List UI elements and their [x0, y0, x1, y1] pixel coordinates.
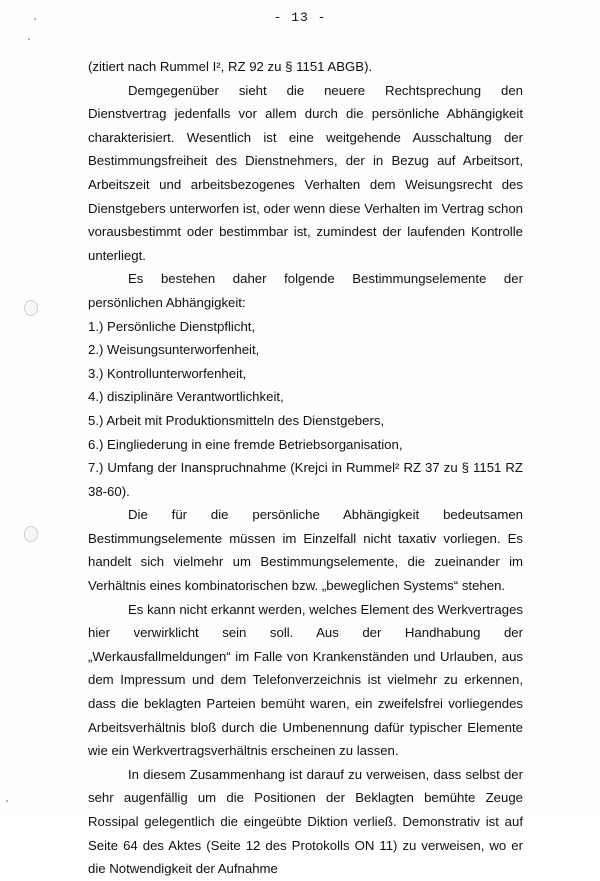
list-item: 7.) Umfang der Inanspruchnahme (Krejci in Rummel² RZ 37 zu § 1151 RZ 38-60). — [88, 460, 523, 499]
list-item: 1.) Persönliche Dienstpflicht, — [88, 318, 256, 334]
list-item: 2.) Weisungsunterworfenheit, — [88, 342, 260, 358]
paragraph-citation: (zitiert nach Rummel I², RZ 92 zu § 1151 ABGB). — [88, 59, 373, 74]
paragraph-case-law: Demgegenüber sieht die neuere Rechtsprechung den Dienstvertrag jedenfalls vor allem durch die persönliche Abhängigkeit charakterisiert. Wesentlich ist eine weitgehende Ausschaltung der Bestimmungsfreiheit des Dienstnehmers, der in Bezug auf Arbeitsort, Arbeitszeit und arbeitsbezogenes Verhalten dem Weisungsrecht des Dienstgebers unterworfen ist, oder wenn diese Verhalten im Vertrag schon vorausbestimmt oder bestimmbar ist, zumindest der laufenden Kontrolle unterliegt. — [88, 82, 523, 263]
paragraph-witness: In diesem Zusammenhang ist darauf zu verweisen, dass selbst der sehr augenfällig um die Positionen der Beklagten bemühte Zeuge Rossipal gelegentlich die eingeübte Diktion verließ. Demonstrativ ist auf Seite 64 des Aktes (Seite 12 des Protokolls ON 11) zu verweisen, wo er die Notwendigkeit der Aufnahme — [88, 766, 523, 877]
list-item: 6.) Eingliederung in eine fremde Betriebsorganisation, — [88, 436, 403, 452]
list-item: 3.) Kontrollunterworfenheit, — [88, 365, 247, 381]
list-item: 5.) Arbeit mit Produktionsmitteln des Dienstgebers, — [88, 412, 385, 428]
paragraph-combinatorial-system: Die für die persönliche Abhängigkeit bedeutsamen Bestimmungselemente müssen im Einzelfall nicht taxativ vorliegen. Es handelt sich vielmehr um Bestimmungselemente, die zueinander im Verhältnis eines kombinatorischen bzw. „beweglichen Systems“ stehen. — [88, 507, 523, 594]
list-item: 4.) disziplinäre Verantwortlichkeit, — [88, 389, 284, 405]
punch-hole-mark — [24, 526, 38, 542]
body-text — [88, 55, 523, 881]
paragraph-werkvertrag: Es kann nicht erkannt werden, welches Element des Werkvertrages hier verwirklicht sein soll. Aus der Handhabung der „Werkausfallmeldungen“ im Falle von Krankenständen und Urlauben, aus dem Impressum und dem Telefonverzeichnis ist vielmehr zu erkennen, dass die beklagten Parteien bemüht waren, ein zweifelsfrei vorliegendes Arbeitsverhältnis bloß durch die Umbenennung dafür typischer Elemente wie ein Werkvertragsverhältnis erscheinen zu lassen. — [88, 601, 523, 759]
elements-list — [88, 315, 523, 504]
paragraph-elements-intro: Es bestehen daher folgende Bestimmungselemente der persönlichen Abhängigkeit: — [88, 271, 523, 310]
page-number: - 13 - — [273, 10, 327, 25]
scan-speck — [28, 38, 30, 40]
scan-speck — [6, 800, 8, 802]
punch-hole-mark — [24, 300, 38, 316]
